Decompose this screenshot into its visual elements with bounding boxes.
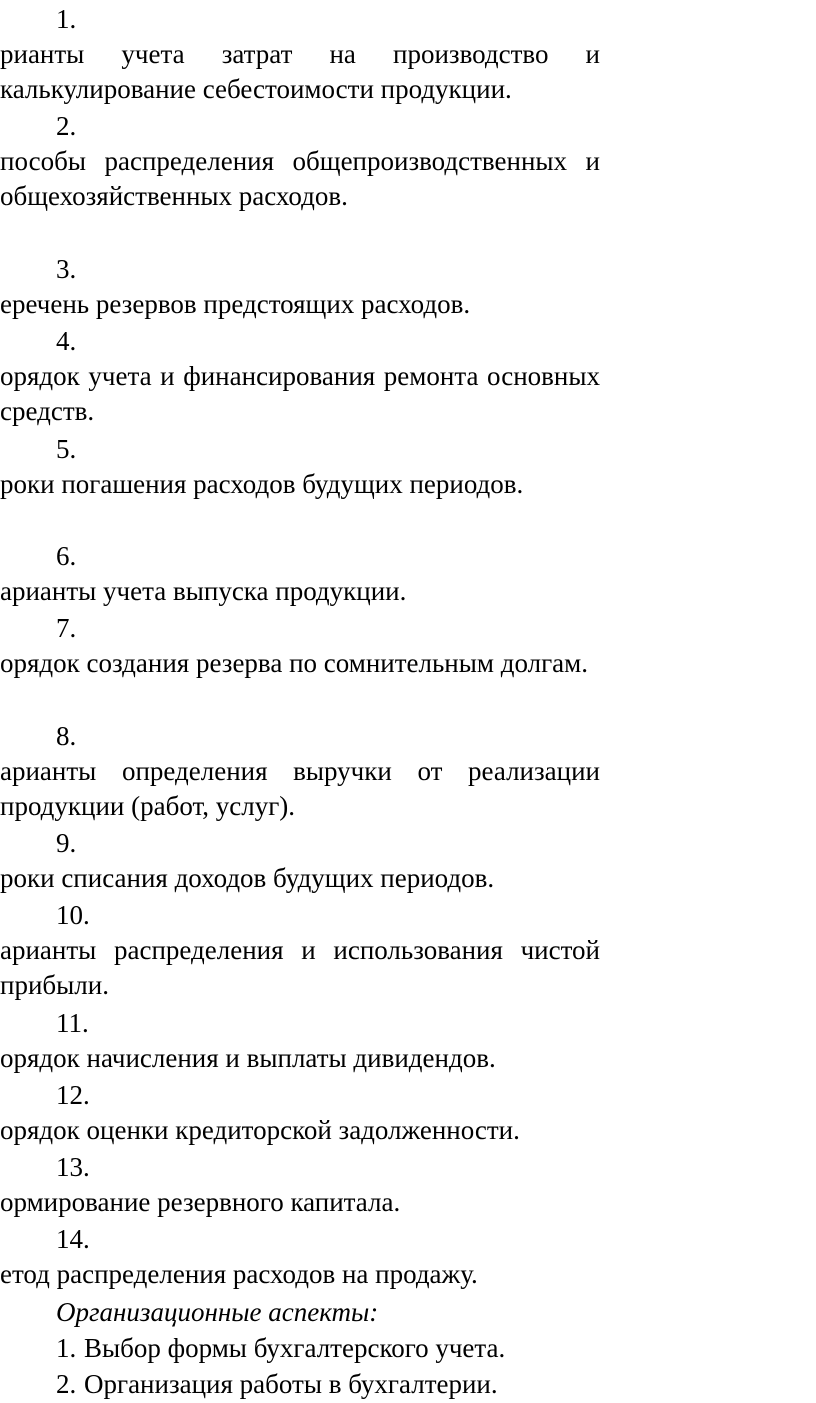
org-list-item <box>56 1367 498 1401</box>
item-text: пособы распределения общепроизводственных и общехозяйственных расходов. <box>0 146 600 211</box>
item-text: роки списания доходов будущих периодов. <box>0 863 495 893</box>
list-item <box>0 1150 600 1220</box>
org-item-text: Организация работы в бухгалтерии. <box>84 1369 498 1399</box>
list-item <box>0 109 600 214</box>
item-number: 4. <box>56 326 77 356</box>
item-text: ормирование резервного капитала. <box>0 1187 401 1217</box>
item-text: орядок начисления и выплаты дивидендов. <box>0 1043 496 1073</box>
item-text: орядок учета и финансирования ремонта основных средств. <box>0 361 600 426</box>
list-item <box>0 539 600 609</box>
item-number: 11. <box>56 1008 89 1038</box>
item-text: орядок оценки кредиторской задолженности. <box>0 1115 520 1145</box>
item-number: 13. <box>56 1152 90 1182</box>
section-heading: Организационные аспекты: <box>56 1297 379 1327</box>
item-text: еречень резервов предстоящих расходов. <box>0 289 471 319</box>
item-number: 2. <box>56 111 77 141</box>
list-item <box>0 1078 600 1148</box>
item-number: 8. <box>56 721 77 751</box>
item-text: арианты определения выручки от реализации продукции (работ, услуг). <box>0 756 600 821</box>
list-item <box>0 1006 600 1076</box>
item-number: 14. <box>56 1224 90 1254</box>
item-number: 5. <box>56 434 77 464</box>
list-item <box>0 719 600 824</box>
item-text: орядок создания резерва по сомнительным долгам. <box>0 648 588 678</box>
list-item <box>0 898 600 1003</box>
item-number: 6. <box>56 541 77 571</box>
item-text: арианты учета выпуска продукции. <box>0 576 407 606</box>
item-text: арианты распределения и использования чистой прибыли. <box>0 935 600 1000</box>
list-item <box>0 611 600 681</box>
list-item <box>0 1222 600 1292</box>
item-number: 3. <box>56 254 77 284</box>
item-number: 9. <box>56 828 77 858</box>
list-item <box>0 252 600 322</box>
org-list-item <box>56 1331 505 1365</box>
org-item-number: 2. <box>56 1369 77 1399</box>
item-text: роки погашения расходов будущих периодов. <box>0 469 524 499</box>
item-number: 7. <box>56 613 77 643</box>
list-item <box>0 432 600 502</box>
list-item <box>0 826 600 896</box>
item-number: 12. <box>56 1080 90 1110</box>
item-text: рианты учета затрат на производство и калькулирование себестоимости продукции. <box>0 39 600 104</box>
org-item-number: 1. <box>56 1333 77 1363</box>
item-text: етод распределения расходов на продажу. <box>0 1259 478 1289</box>
item-number: 10. <box>56 900 90 930</box>
list-item <box>0 324 600 429</box>
list-item <box>0 2 600 107</box>
item-number: 1. <box>56 4 77 34</box>
org-item-text: Выбор формы бухгалтерского учета. <box>84 1333 506 1363</box>
